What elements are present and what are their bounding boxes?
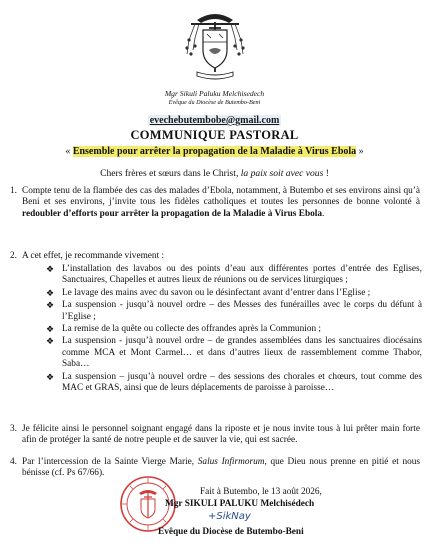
- subtitle-open: «: [65, 146, 73, 157]
- page-title: COMMUNIQUE PASTORAL: [130, 128, 299, 142]
- section-4-italic: Salus Infirmorum: [197, 457, 265, 467]
- section-1-bold: redoubler d’efforts pour arrêter la propagation de la Maladie à Virus Ebola: [22, 208, 322, 219]
- list-item: [46, 336, 422, 370]
- section-3-number: 3.: [10, 424, 17, 434]
- bullet-icon: ❖: [46, 324, 55, 335]
- section-2-intro: A cet effet, je recommande vivement :: [22, 251, 165, 261]
- subtitle-close: »: [356, 146, 364, 157]
- list-item: [46, 300, 422, 323]
- bishop-title: Évêque du Diocèse de Butembo-Beni: [168, 99, 261, 106]
- list-item: [46, 288, 422, 299]
- section-1-number: 1.: [10, 186, 17, 196]
- email-text[interactable]: evechebutembobe@gmail.com: [149, 115, 280, 126]
- section-2-number: 2.: [10, 251, 17, 261]
- section-3-text: Je félicite ainsi le personnel soignant engagé dans la riposte et je nous invite tous à lui prêter main forte afin de protéger la santé de notre peuple et de sauver la vie, qui est sacrée.: [22, 424, 420, 446]
- list-item-text: Le lavage des mains avec du savon ou le désinfectant avant d’entrer dans l’Eglise ;: [62, 287, 371, 298]
- bullet-icon: ❖: [46, 300, 55, 311]
- signature-name: Mgr SIKULI PALUKU Melchisédech: [165, 499, 315, 509]
- bullet-icon: ❖: [46, 371, 55, 382]
- section-1-body: Compte tenu de la flambée des cas des malades d’Ebola, notamment, à Butembo et ses environs ainsi qu’à Beni et ses environs, j’invite tous les fidèles catholiques et toutes les personnes de bonne volonté à: [22, 186, 420, 208]
- section-1-text: [22, 186, 420, 220]
- greeting-italic: la paix soit avec vous: [240, 168, 324, 179]
- section-4-after: , que Dieu nous prenne en pitié et nous bénisse (cf. Ps 67/66).: [22, 457, 421, 479]
- coat-of-arms-icon: [183, 6, 247, 84]
- section-4-text: [22, 457, 420, 480]
- greeting: [0, 168, 429, 179]
- list-item-text: La remise de la quête ou collecte des offrandes après la Communion ;: [62, 324, 322, 335]
- bullet-icon: ❖: [46, 264, 55, 274]
- list-item: [46, 324, 422, 335]
- list-item-text: La suspension - jusqu’à nouvel ordre – de grandes assemblées dans les sanctuaires diocésains comme MCA et Mont Carmel… et dans d’autres lieux de rassemblement comme Thabor, Saba…: [62, 336, 422, 370]
- greeting-end: !: [323, 168, 329, 179]
- subtitle: [0, 146, 429, 157]
- list-item-text: L’installation des lavabos ou des points d’eau aux différentes portes d’entrée des Eglises, Sanctuaires, Chapelles et autres lieux de réunions ou de services liturgiques ;: [62, 264, 422, 286]
- signature-date: Fait à Butembo, le 13 août 2026,: [200, 487, 322, 497]
- list-item: [46, 372, 422, 395]
- subtitle-highlight: Ensemble pour arrêter la propagation de la Maladie à Virus Ebola: [72, 146, 357, 157]
- bullet-icon: ❖: [46, 336, 55, 347]
- section-1-end: .: [322, 208, 325, 219]
- list-item-text: La suspension - jusqu’à nouvel ordre – des Messes des funérailles avec le corps du défunt à l’Eglise ;: [62, 300, 422, 322]
- greeting-plain: Chers frères et sœurs dans le Christ,: [100, 168, 241, 179]
- recommendation-list: [46, 264, 422, 395]
- handwritten-signature: +SikNay: [208, 511, 251, 522]
- list-item: [46, 264, 422, 287]
- email-link[interactable]: [0, 115, 429, 126]
- bullet-icon: ❖: [46, 287, 55, 298]
- bishop-name: Mgr Sikuli Paluku Melchisedech: [164, 89, 265, 98]
- list-item-text: La suspension – jusqu’à nouvel ordre – des sessions des chorales et chœurs, tout comme des MAC et GRAS, ainsi que de leurs déplacements de paroisse à paroisse…: [62, 371, 422, 394]
- signature-role: Evêque du Diocèse de Butembo-Beni: [158, 527, 304, 537]
- section-4-before: Par l’intercession de la Sainte Vierge Marie,: [22, 457, 198, 467]
- section-4-number: 4.: [10, 457, 17, 467]
